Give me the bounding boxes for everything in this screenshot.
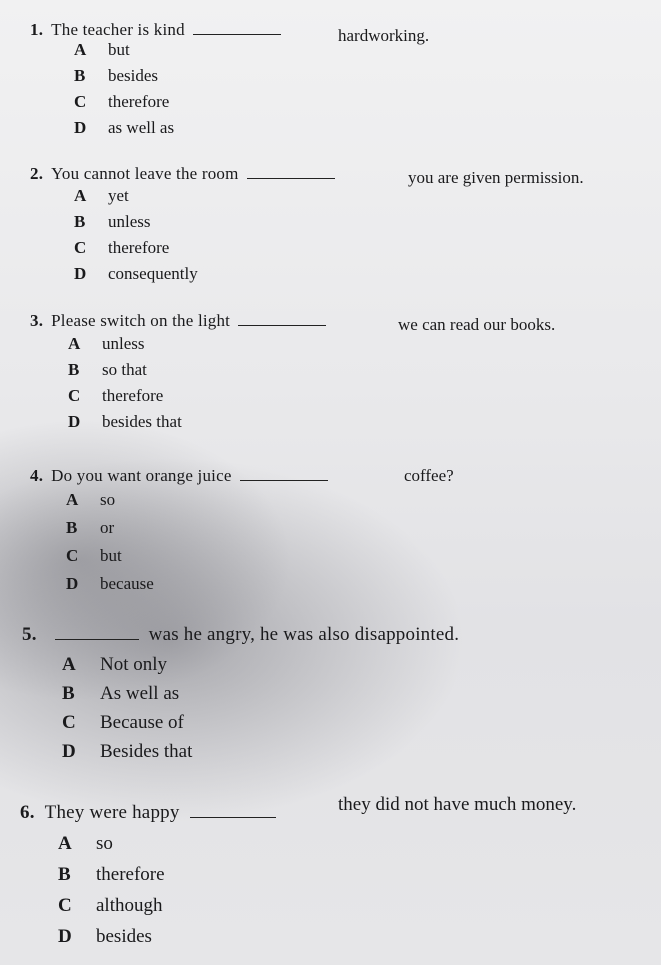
option-text: therefore bbox=[96, 864, 165, 885]
option-letter: D bbox=[66, 574, 79, 593]
option-letter: C bbox=[74, 92, 87, 111]
option-text: Not only bbox=[100, 654, 168, 675]
option-letter: A bbox=[74, 40, 87, 59]
question-stem bbox=[22, 624, 459, 646]
option-text: therefore bbox=[108, 92, 170, 111]
question-stem bbox=[30, 466, 338, 486]
options-list bbox=[66, 490, 154, 602]
option-d[interactable] bbox=[58, 926, 165, 957]
question-number: 3. bbox=[30, 311, 44, 330]
option-text: therefore bbox=[102, 386, 164, 405]
option-d[interactable] bbox=[74, 118, 174, 144]
option-text: As well as bbox=[100, 683, 180, 704]
option-letter: B bbox=[74, 66, 86, 85]
option-b[interactable] bbox=[58, 864, 165, 895]
option-letter: D bbox=[58, 926, 72, 947]
option-a[interactable] bbox=[74, 186, 198, 212]
option-text: besides bbox=[108, 66, 159, 85]
stem-text-after: you are given permission. bbox=[408, 168, 584, 187]
option-letter: D bbox=[68, 412, 81, 431]
option-text: or bbox=[100, 518, 115, 537]
option-text: although bbox=[96, 895, 163, 916]
option-letter: A bbox=[74, 186, 87, 205]
stem-text-after: was he angry, he was also disappointed. bbox=[148, 624, 460, 645]
option-letter: D bbox=[62, 741, 76, 762]
option-text: Besides that bbox=[100, 741, 193, 762]
question-stem bbox=[20, 802, 286, 824]
option-text: as well as bbox=[108, 118, 175, 137]
stem-text-after: they did not have much money. bbox=[338, 794, 577, 815]
option-d[interactable] bbox=[66, 574, 154, 602]
option-text: unless bbox=[108, 212, 151, 231]
option-text: so bbox=[100, 490, 116, 509]
option-b[interactable] bbox=[66, 518, 154, 546]
option-letter: C bbox=[58, 895, 72, 916]
option-c[interactable] bbox=[74, 238, 198, 264]
option-text: because bbox=[100, 574, 154, 593]
answer-blank[interactable] bbox=[247, 177, 335, 179]
option-d[interactable] bbox=[74, 264, 198, 290]
question-stem bbox=[30, 20, 291, 40]
option-letter: D bbox=[74, 264, 87, 283]
option-letter: A bbox=[68, 334, 81, 353]
option-a[interactable] bbox=[62, 654, 192, 683]
answer-blank[interactable] bbox=[55, 638, 139, 640]
option-text: besides that bbox=[102, 412, 182, 431]
option-text: besides bbox=[96, 926, 152, 947]
option-letter: B bbox=[62, 683, 75, 704]
options-list bbox=[74, 186, 198, 290]
option-b[interactable] bbox=[68, 360, 182, 386]
question-stem bbox=[30, 311, 336, 331]
option-a[interactable] bbox=[58, 833, 165, 864]
stem-text-before: Do you want orange juice bbox=[51, 466, 232, 485]
option-letter: B bbox=[58, 864, 71, 885]
options-list bbox=[58, 833, 165, 957]
option-letter: C bbox=[68, 386, 81, 405]
option-text: consequently bbox=[108, 264, 198, 283]
options-list bbox=[62, 654, 192, 770]
question-number: 6. bbox=[20, 802, 35, 823]
answer-blank[interactable] bbox=[190, 816, 276, 818]
stem-text-after: hardworking. bbox=[338, 26, 430, 45]
question-number: 5. bbox=[22, 624, 37, 645]
option-a[interactable] bbox=[68, 334, 182, 360]
answer-blank[interactable] bbox=[240, 479, 328, 481]
option-c[interactable] bbox=[58, 895, 165, 926]
option-b[interactable] bbox=[74, 66, 174, 92]
option-letter: C bbox=[74, 238, 87, 257]
option-letter: A bbox=[58, 833, 72, 854]
option-letter: B bbox=[74, 212, 86, 231]
stem-text-before: Please switch on the light bbox=[51, 311, 231, 330]
option-letter: C bbox=[66, 546, 79, 565]
option-c[interactable] bbox=[66, 546, 154, 574]
question-stem bbox=[30, 164, 345, 184]
option-letter: D bbox=[74, 118, 87, 137]
option-b[interactable] bbox=[62, 683, 192, 712]
option-letter: A bbox=[62, 654, 76, 675]
option-text: so that bbox=[102, 360, 147, 379]
option-letter: A bbox=[66, 490, 79, 509]
question-number: 4. bbox=[30, 466, 44, 485]
stem-text-before: The teacher is kind bbox=[51, 20, 185, 39]
option-letter: B bbox=[68, 360, 80, 379]
answer-blank[interactable] bbox=[193, 33, 281, 35]
option-text: but bbox=[100, 546, 122, 565]
option-c[interactable] bbox=[62, 712, 192, 741]
option-b[interactable] bbox=[74, 212, 198, 238]
option-text: yet bbox=[108, 186, 129, 205]
option-c[interactable] bbox=[74, 92, 174, 118]
option-text: unless bbox=[102, 334, 145, 353]
stem-text-after: coffee? bbox=[404, 466, 454, 485]
question-number: 2. bbox=[30, 164, 44, 183]
option-a[interactable] bbox=[74, 40, 174, 66]
option-c[interactable] bbox=[68, 386, 182, 412]
option-letter: C bbox=[62, 712, 76, 733]
option-a[interactable] bbox=[66, 490, 154, 518]
stem-text-before: They were happy bbox=[44, 802, 180, 823]
stem-text-before: You cannot leave the room bbox=[51, 164, 239, 183]
option-letter: B bbox=[66, 518, 78, 537]
stem-text-after: we can read our books. bbox=[398, 315, 556, 334]
option-text: but bbox=[108, 40, 130, 59]
option-d[interactable] bbox=[62, 741, 192, 770]
options-list bbox=[68, 334, 182, 438]
option-text: Because of bbox=[100, 712, 184, 733]
answer-blank[interactable] bbox=[238, 324, 326, 326]
option-text: therefore bbox=[108, 238, 170, 257]
options-list bbox=[74, 40, 174, 144]
option-text: so bbox=[96, 833, 113, 854]
option-d[interactable] bbox=[68, 412, 182, 438]
question-number: 1. bbox=[30, 20, 44, 39]
